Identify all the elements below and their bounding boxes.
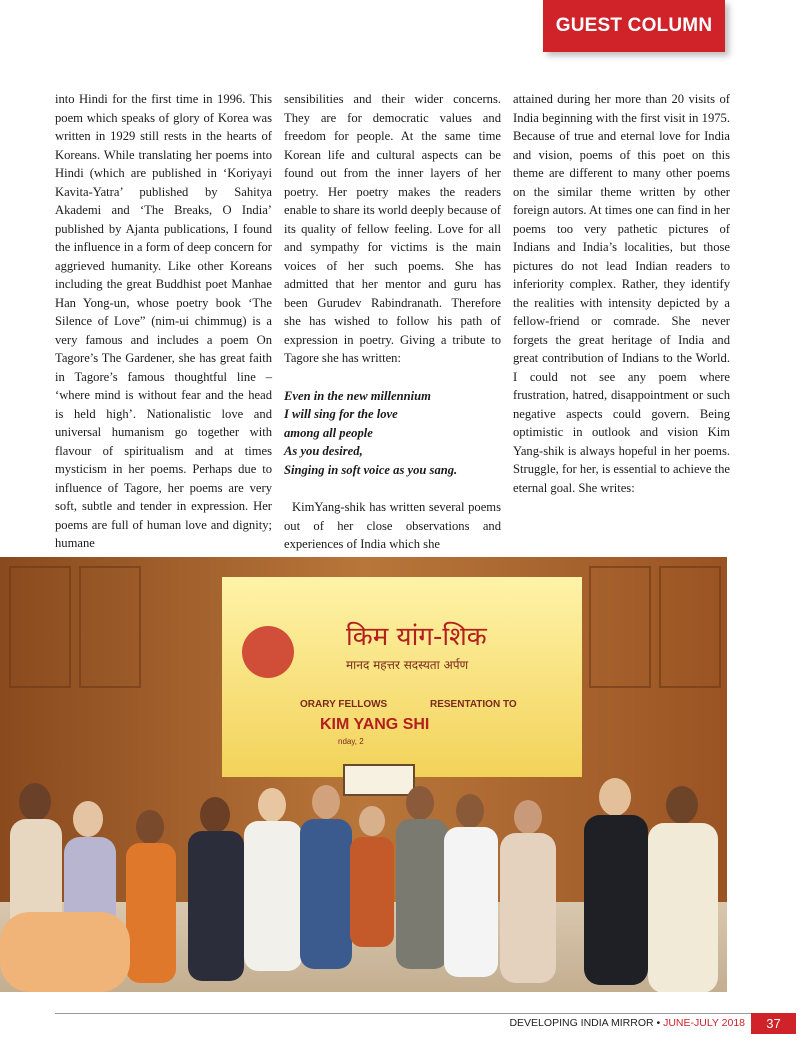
footer-separator: •: [653, 1017, 664, 1029]
poem-excerpt: [284, 387, 501, 480]
page-number-text: 37: [766, 1016, 781, 1031]
publication-name: DEVELOPING INDIA MIRROR: [509, 1017, 654, 1029]
event-photo: [0, 557, 727, 992]
poem-line: Even in the new millennium: [284, 388, 431, 403]
banner-name: KIM YANG SHI: [320, 716, 430, 733]
banner-presentation-text: RESENTATION TO: [430, 699, 517, 710]
banner-hindi-title: किम यांग-शिक: [346, 622, 487, 652]
poem-line: I will sing for the love: [284, 407, 398, 421]
event-photo-illustration: [0, 557, 727, 992]
section-label-text: GUEST COLUMN: [555, 15, 713, 36]
text-column-2: [284, 90, 501, 554]
page-number: [751, 1013, 796, 1034]
text-column-1: [55, 90, 272, 553]
column-1-paragraph: into Hindi for the first time in 1996. This poem which speaks of glory of Korea was written in 1929 still rests in the hearts of Koreans. While translating her poems into Hindi (which are published in ‘Koriyayi Kavita-Yatra’ published by Sahitya Akademi and ‘The Breaks, O India’ published by Ajanta publications, I found the influence in a form of deep concern for aggrieved humanity. Like other Koreans including the great Buddhist poet Manhae Han Yong-un, whose poetry book ‘The Silence of Love” (nim-ui chimmug) is a very famous and includes a poem On Tagore’s The Gardener, she has great faith in Tagore’s famous thoughtful line – ‘where mind is without fear and the head is held high’. Nationalistic love and universal humanism go together with flavour of spiritualism and at times mysticism in her poems. Perhaps due to influence of Tagore, her poems are very soft, subtle and tender in expression. Her poems are full of human love and dignity; humane: [55, 92, 272, 550]
column-2-paragraph-intro: sensibilities and their wider concerns. They are for democratic values and freedom for people. At the same time Korean life and cultural aspects can be found out from the inner layers of her poetry. Her poetry makes the readers enable to share its world deeply because of its quality of fellow feeling. Love for all and sympathy for victims is the main voices of her such poems. She has admitted that her mentor and guru has been Gurudev Rabindranath. Therefore she has wished to follow his path of expression in poetry. Giving a tribute to Tagore she has written:: [284, 92, 501, 365]
poem-line: Singing in soft voice as you sang.: [284, 462, 458, 477]
column-3-paragraph: attained during her more than 20 visits of India beginning with the first visit in 1975. Because of true and eternal love for India and vision, poems of this poet on this theme are different to many other poems on the similar theme written by other foreign autors. At times one can find in her poems too very pathetic pictures of Indians and India’s localities, but those pictures do not lead Indian readers to inferiority complex. Rather, they identify the realities with intensity depicted by a fellow-friend or comrade. She never forgets the great heritage of India and great contribution of Indians to the World. I could not see any poem where frustration, hatred, disappointment or such negative aspects could govern. Being optimistic in outlook and vision Kim Yang-shik is always hopeful in her poems. Struggle, for her, is essential to achieve the eternal goal. She writes:: [513, 92, 730, 495]
column-2-paragraph-outro: KimYang-shik has written several poems out of her close observations and experiences of India which she: [284, 500, 501, 551]
text-column-3: [513, 90, 730, 497]
poem-line: As you desired,: [284, 444, 363, 458]
section-label: [543, 0, 725, 52]
issue-date: JUNE-JULY 2018: [663, 1017, 745, 1029]
footer-divider: [55, 1013, 755, 1014]
banner-hindi-subtitle: मानद महत्तर सदस्यता अर्पण: [346, 658, 469, 672]
banner-date: nday, 2: [338, 737, 364, 746]
banner-fellowship-text: ORARY FELLOWS: [300, 699, 388, 710]
poem-line: among all people: [284, 425, 373, 440]
footer-publication-line: [509, 1017, 745, 1029]
